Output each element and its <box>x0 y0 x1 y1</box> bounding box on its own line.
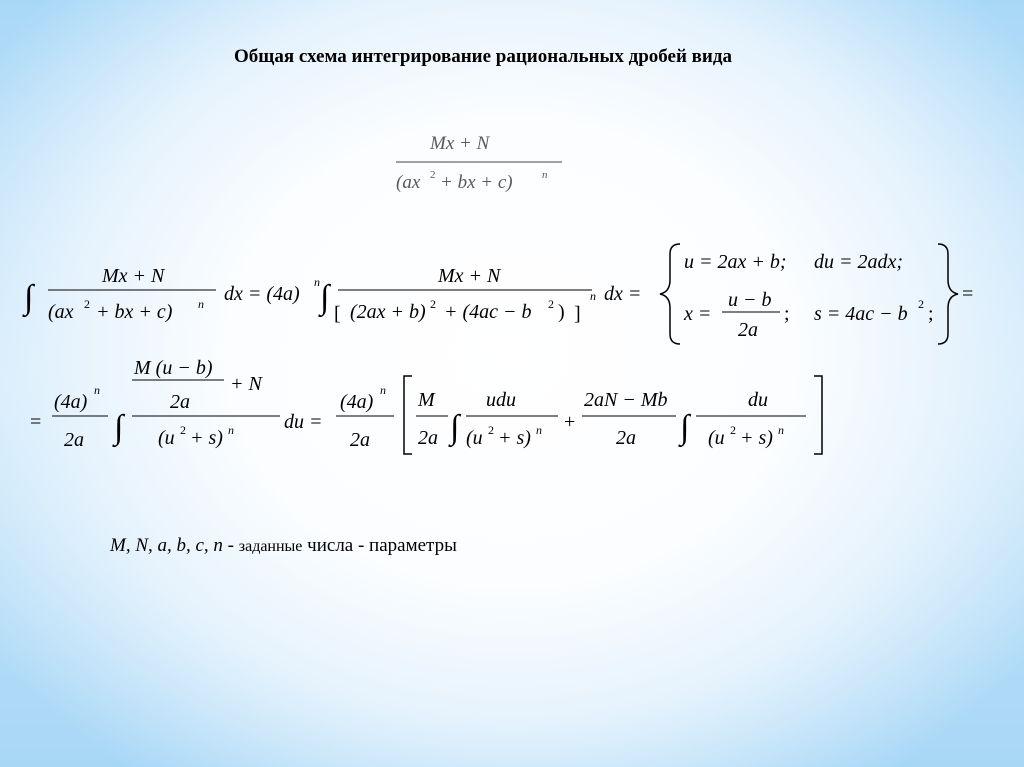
svg-text:n: n <box>380 383 386 397</box>
svg-text:∫: ∫ <box>450 409 460 446</box>
svg-text:+: + <box>564 411 576 433</box>
svg-text:]: ] <box>574 303 581 325</box>
svg-text:2aN − Mb: 2aN − Mb <box>584 389 668 411</box>
svg-text:(u: (u <box>158 427 175 449</box>
svg-text:2: 2 <box>918 297 924 311</box>
svg-text:∫: ∫ <box>114 409 124 446</box>
svg-text:;: ; <box>928 303 934 325</box>
svg-text:∫: ∫ <box>24 279 34 316</box>
svg-text:∫: ∫ <box>680 409 690 446</box>
svg-text:Mx + N: Mx + N <box>430 133 490 154</box>
svg-text:+ (4ac − b: + (4ac − b <box>444 301 532 323</box>
parameters-note <box>110 535 457 557</box>
svg-text:+ s): + s) <box>190 427 223 449</box>
svg-text:Mx + N: Mx + N <box>102 265 165 287</box>
integral-formula-line1 <box>20 238 980 348</box>
svg-text:+ s): + s) <box>740 427 773 449</box>
svg-text:(ax: (ax <box>48 301 74 323</box>
svg-text:n: n <box>314 275 320 289</box>
svg-text:2a: 2a <box>738 319 758 341</box>
svg-text:2: 2 <box>730 423 736 437</box>
svg-text:=: = <box>30 411 42 433</box>
svg-text:): ) <box>558 301 565 323</box>
svg-text:2a: 2a <box>350 429 370 451</box>
svg-text:+ s): + s) <box>498 427 531 449</box>
svg-text:+ bx + c): + bx + c) <box>96 301 173 323</box>
svg-text:M: M <box>418 389 435 411</box>
given-word: заданные <box>238 538 303 555</box>
svg-text:∫: ∫ <box>320 279 330 316</box>
svg-text:Mx + N: Mx + N <box>438 265 501 287</box>
svg-text:(4a): (4a) <box>340 391 374 413</box>
svg-text:dx = (4a): dx = (4a) <box>224 283 300 305</box>
svg-text:s = 4ac − b: s = 4ac − b <box>814 303 908 325</box>
svg-text:u = 2ax + b;: u = 2ax + b; <box>684 251 787 273</box>
svg-text:2: 2 <box>430 297 436 311</box>
svg-text:+ bx + c): + bx + c) <box>440 172 513 193</box>
svg-text:u − b: u − b <box>728 289 772 311</box>
svg-text:2: 2 <box>180 423 186 437</box>
svg-text:n: n <box>590 289 596 303</box>
svg-text:2: 2 <box>548 297 554 311</box>
svg-text:(ax: (ax <box>396 172 421 193</box>
fraction-formula <box>390 125 570 205</box>
svg-text:2a: 2a <box>616 427 636 449</box>
svg-text:dx =: dx = <box>604 283 642 305</box>
svg-text:2a: 2a <box>64 429 84 451</box>
svg-text:[: [ <box>334 303 341 325</box>
svg-text:M (u − b): M (u − b) <box>134 357 213 379</box>
parameters-description: числа - параметры <box>307 535 457 556</box>
svg-text:du = 2adx;: du = 2adx; <box>814 251 904 273</box>
svg-text:udu: udu <box>486 389 516 411</box>
svg-text:=: = <box>962 283 974 305</box>
svg-text:(2ax + b): (2ax + b) <box>350 301 426 323</box>
svg-text:+ N: + N <box>230 373 262 395</box>
svg-text:(4a): (4a) <box>54 391 88 413</box>
svg-text:x =: x = <box>684 303 712 325</box>
svg-text:2: 2 <box>84 297 90 311</box>
parameters-list: M, N, a, b, c, n - <box>110 535 235 556</box>
svg-text:du =: du = <box>284 411 323 433</box>
svg-text:n: n <box>542 169 548 181</box>
svg-text:(u: (u <box>466 427 483 449</box>
svg-text:2a: 2a <box>418 427 438 449</box>
svg-text:n: n <box>536 423 542 437</box>
svg-text:2: 2 <box>488 423 494 437</box>
svg-text:n: n <box>778 423 784 437</box>
svg-text:2a: 2a <box>170 391 190 413</box>
svg-text:du: du <box>748 389 768 411</box>
svg-text:n: n <box>94 383 100 397</box>
svg-text:2: 2 <box>430 169 436 181</box>
integral-formula-line2 <box>28 352 848 462</box>
svg-text:;: ; <box>784 303 790 325</box>
slide-title: Общая схема интегрирование рациональных дробей вида <box>234 46 732 67</box>
svg-text:n: n <box>228 423 234 437</box>
svg-text:(u: (u <box>708 427 725 449</box>
svg-text:n: n <box>198 297 204 311</box>
